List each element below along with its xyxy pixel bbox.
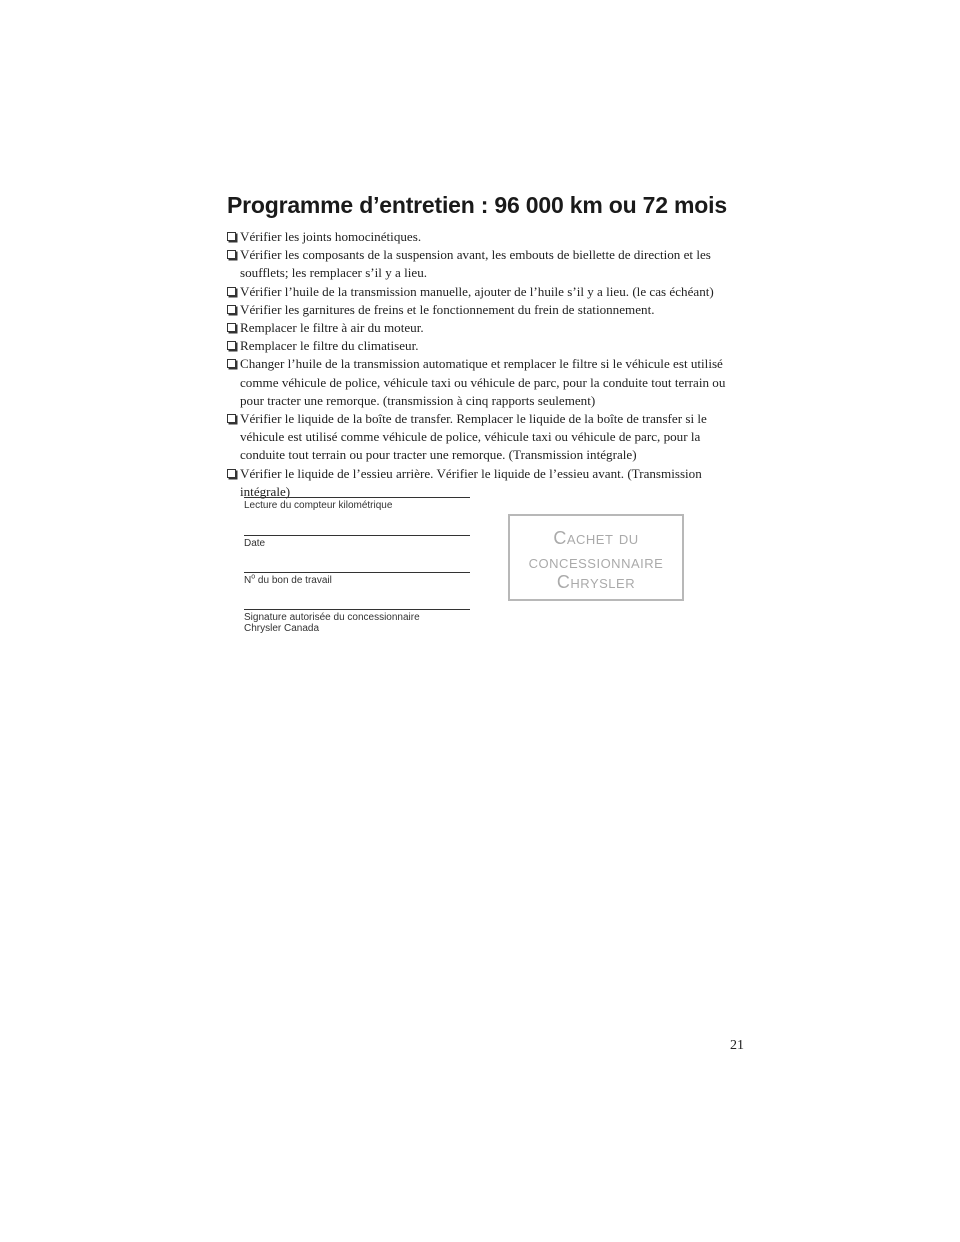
list-item-text: Vérifier le liquide de l’essieu arrière. Vérifier le liquide de l’essieu avant. (Transmission intégrale) (240, 465, 702, 499)
page-number: 21 (730, 1038, 744, 1053)
list-item (227, 410, 727, 465)
list-item (227, 465, 727, 501)
dealer-stamp-box (508, 514, 684, 601)
work-order-field[interactable] (244, 572, 470, 586)
checkbox-icon[interactable] (227, 305, 236, 314)
stamp-line-2: concessionnaire (528, 552, 664, 572)
checkbox-icon[interactable] (227, 287, 236, 296)
work-order-superscript: o (251, 573, 256, 581)
list-item (227, 228, 727, 246)
list-item (227, 319, 727, 337)
checkbox-icon[interactable] (227, 341, 236, 350)
checkbox-icon[interactable] (227, 359, 236, 368)
date-label: Date (244, 538, 266, 549)
list-item-text: Vérifier les garnitures de freins et le fonctionnement du frein de stationnement. (240, 301, 655, 317)
stamp-line-1: Cachet du (553, 528, 639, 548)
list-item-text: Vérifier l’huile de la transmission manuelle, ajouter de l’huile s’il y a lieu. (le cas échéant) (240, 283, 714, 299)
work-order-label (244, 575, 332, 586)
list-item (227, 283, 727, 301)
list-item-text: Vérifier les joints homocinétiques. (240, 229, 422, 244)
list-item (227, 337, 727, 355)
odometer-label: Lecture du compteur kilométrique (244, 500, 393, 511)
checkbox-icon[interactable] (227, 250, 236, 259)
list-item-text: Vérifier les composants de la suspension avant, les embouts de biellette de direction et les soufflets; les remplacer s’il y a lieu. (240, 247, 711, 281)
signature-label-line1: Signature autorisée du concessionnaire (244, 612, 420, 623)
odometer-field[interactable] (244, 497, 470, 511)
checkbox-icon[interactable] (227, 232, 236, 241)
list-item (227, 355, 727, 410)
checkbox-icon[interactable] (227, 469, 236, 478)
date-field[interactable] (244, 535, 470, 549)
list-item (227, 246, 727, 282)
checkbox-icon[interactable] (227, 323, 236, 332)
work-order-rest: du bon de travail (255, 575, 332, 586)
checkbox-icon[interactable] (227, 414, 236, 423)
list-item-text: Changer l’huile de la transmission automatique et remplacer le filtre si le véhicule est utilisé comme véhicule de police, véhicule taxi ou véhicule de parc, pour la conduite tout terrain ou pour tracter une remorque. (transmission à cinq rapports seulement) (240, 356, 726, 408)
signature-label-line2: Chrysler Canada (244, 623, 320, 634)
maintenance-checklist (227, 228, 727, 501)
stamp-line-3: Chrysler (556, 572, 636, 592)
dealer-signature-field[interactable] (244, 609, 470, 634)
work-order-prefix: N (244, 575, 252, 586)
list-item-text: Vérifier le liquide de la boîte de transfer. Remplacer le liquide de la boîte de transfer si le véhicule est utilisé comme véhicule de police, véhicule taxi ou véhicule de parc, pour la conduite tout terrain ou pour tracter une remorque. (Transmission intégrale) (240, 411, 707, 463)
list-item-text: Remplacer le filtre à air du moteur. (240, 320, 424, 336)
list-item-text: Remplacer le filtre du climatiseur. (240, 338, 419, 354)
page-title: Programme d’entretien : 96 000 km ou 72 mois (227, 192, 727, 218)
list-item (227, 301, 727, 319)
